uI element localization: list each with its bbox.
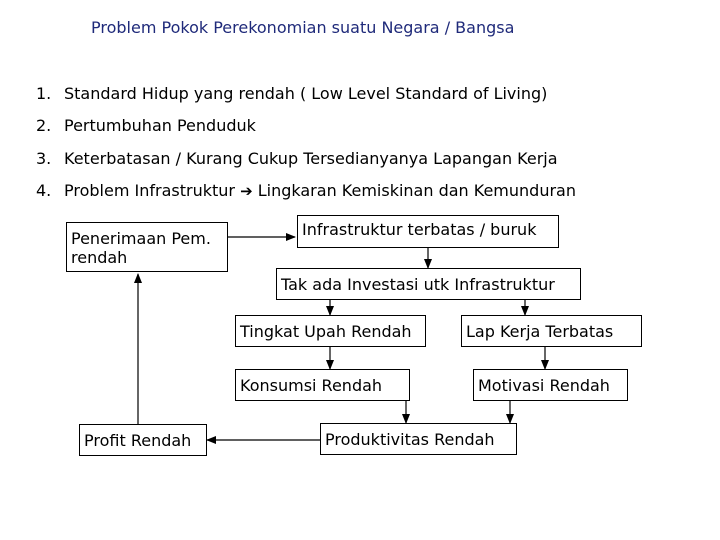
list-number: 2.: [36, 116, 52, 135]
list-number: 4.: [36, 181, 52, 200]
box-lap-kerja-terbatas: Lap Kerja Terbatas: [461, 315, 642, 347]
box-penerimaan-line2: rendah: [71, 248, 128, 267]
page-title: Problem Pokok Perekonomian suatu Negara / Bangsa: [91, 18, 515, 37]
box-profit-rendah: Profit Rendah: [79, 424, 207, 456]
list-text: Problem Infrastruktur: [64, 181, 235, 200]
box-motivasi-rendah: Motivasi Rendah: [473, 369, 628, 401]
list-number: 3.: [36, 149, 52, 168]
box-tak-ada-investasi: Tak ada Investasi utk Infrastruktur: [276, 268, 581, 300]
list-text: Pertumbuhan Penduduk: [64, 116, 256, 135]
list-number: 1.: [36, 84, 52, 103]
list-text: Standard Hidup yang rendah ( Low Level Standard of Living): [64, 84, 548, 103]
box-konsumsi-rendah: Konsumsi Rendah: [235, 369, 410, 401]
box-infrastruktur-terbatas: Infrastruktur terbatas / buruk: [297, 215, 559, 248]
box-tingkat-upah-rendah: Tingkat Upah Rendah: [235, 315, 426, 347]
box-produktivitas-rendah: Produktivitas Rendah: [320, 423, 517, 455]
box-penerimaan-rendah: [66, 222, 228, 272]
list-text-2: Lingkaran Kemiskinan dan Kemunduran: [257, 181, 576, 200]
right-arrow-icon: ➔: [240, 182, 253, 200]
list-text: Keterbatasan / Kurang Cukup Tersedianyanya Lapangan Kerja: [64, 149, 558, 168]
box-penerimaan-line1: Penerimaan Pem.: [71, 229, 211, 248]
